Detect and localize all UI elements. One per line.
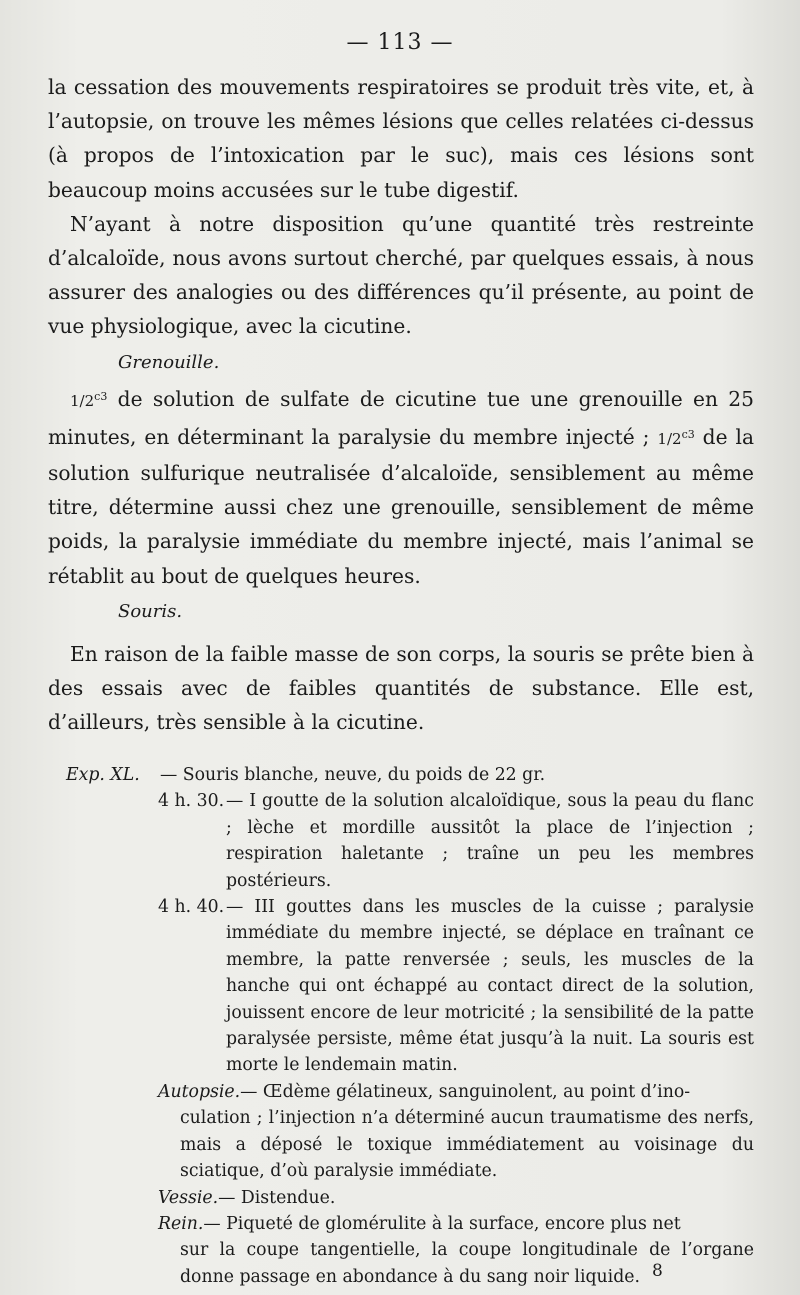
vessie-text: — Distendue. [218,1187,336,1208]
entry-text: — I goutte de la solution alcaloïdique, sous la peau du flanc ; lèche et mordille aussitôt la place de l’injection ; respiration haletante ; traîne un peu les membres postérieurs. [226,791,754,891]
fraction-half-cc: $1/2^{c3}$ [70,389,108,410]
autopsie-label: Autopsie. [158,1081,241,1102]
section-heading-grenouille: Grenouille. [118,351,220,373]
page-number: — 113 — [346,30,454,55]
autopsie-text-rest: culation ; l’injection n’a déterminé aucun traumatisme des nerfs, mais a déposé le toxique immédiatement au voisinage du sciatique, d’où paralysie immédiate. [180,1108,754,1182]
paragraph-2: N’ayant à notre disposition qu’une quantité très restreinte d’alcaloïde, nous avons surtout cherché, par quelques essais, à nous assurer des analogies ou des différences qu’il présente, au point de vue physiologique, avec la cicutine. [48,211,754,339]
rein-text-first: — Piqueté de glomérulite à la surface, encore plus net [203,1213,681,1234]
experiment-intro-text: — Souris blanche, neuve, du poids de 22 gr. [160,765,546,785]
signature-mark: 8 [652,1261,663,1281]
rein-text-rest: sur la coupe tangentielle, la coupe longitudinale de l’organe donne passage en abondance à du sang noir liquide. [180,1240,754,1287]
rein-section [48,1211,754,1290]
section-heading-souris: Souris. [118,600,183,622]
entry-text: — III gouttes dans les muscles de la cuisse ; paralysie immédiate du membre injecté, se déplace en traînant ce membre, la patte renversée ; seuls, les muscles de la hanche qui ont échappé au contact direct de la solution, jouissent encore de leur motricité ; la sensibilité de la patte paralysée persiste, même état jusqu’à la nuit. La souris est morte le lendemain matin. [226,897,754,1076]
paragraph-1: la cessation des mouvements respiratoires se produit très vite, et, à l’autopsie, on trouve les mêmes lésions que celles relatées ci-dessus (à propos de l’intoxication par le suc), mais ces lésions sont beaucoup moins accusées sur le tube digestif. [48,75,754,202]
rein-label: Rein. [158,1213,204,1234]
vessie-label: Vessie. [158,1187,219,1208]
fraction-half-cc-2: $1/2^{c3}$ [657,427,695,448]
autopsie-section [48,1079,754,1185]
autopsie-text-first: — Œdème gélatineux, sanguinolent, au point d’ino- [240,1081,691,1102]
experiment-block [48,762,754,1290]
experiment-entry [48,894,754,1079]
main-text [48,70,754,739]
paragraph-3: $1/2^{c3}$ de solution de sulfate de cicutine tue une grenouille en 25 minutes, en déterminant la paralysie du membre injecté ; $1/2^{c3}$ de la solution sulfurique neutralisée d’alcaloïde, sensiblement au même titre, détermine aussi chez une grenouille, sensiblement de même poids, la paralysie immédiate du membre injecté, mais l’animal se rétablit au bout de quelques heures. [48,386,754,588]
entry-time: 4 h. 30. [158,791,225,812]
paragraph-4: En raison de la faible masse de son corps, la souris se prête bien à des essais avec de faibles quantités de substance. Elle est, d’ailleurs, très sensible à la cicutine. [48,641,754,735]
experiment-intro [48,762,754,788]
experiment-entry [48,788,754,894]
experiment-label: Exp. XL. [66,765,140,785]
entry-time: 4 h. 40. [158,897,225,918]
vessie-section [48,1185,754,1211]
